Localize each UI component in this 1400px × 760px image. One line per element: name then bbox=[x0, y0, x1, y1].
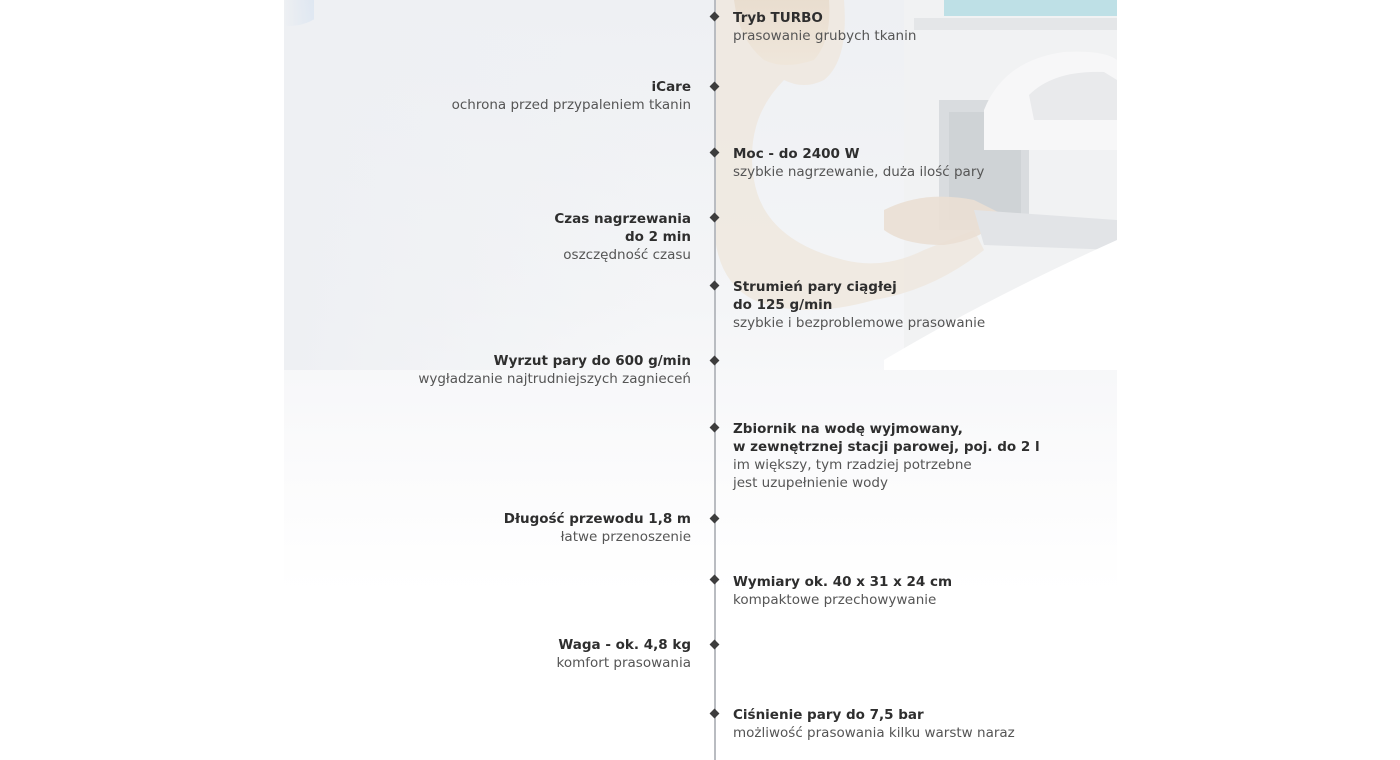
feature-description: im większy, tym rzadziej potrzebne jest uzupełnienie wody bbox=[733, 457, 972, 491]
feature-cord-length bbox=[504, 510, 691, 546]
feature-title: Strumień pary ciągłej do 125 g/min bbox=[733, 279, 897, 313]
feature-power bbox=[733, 145, 984, 181]
feature-title: Zbiornik na wodę wyjmowany, w zewnętrznej stacji parowej, poj. do 2 l bbox=[733, 421, 1040, 455]
feature-description: oszczędność czasu bbox=[563, 247, 691, 263]
timeline-marker bbox=[710, 423, 720, 433]
feature-continuous-steam bbox=[733, 278, 985, 332]
feature-description: komfort prasowania bbox=[556, 655, 691, 671]
feature-weight bbox=[557, 636, 691, 672]
feature-title: Moc - do 2400 W bbox=[733, 146, 860, 162]
timeline-marker bbox=[710, 575, 720, 585]
feature-steam-shot bbox=[418, 352, 691, 388]
feature-title: Tryb TURBO bbox=[733, 10, 823, 26]
woman-ironing-background-image bbox=[284, 0, 1117, 370]
feature-description: kompaktowe przechowywanie bbox=[733, 592, 937, 608]
feature-description: wygładzanie najtrudniejszych zagnieceń bbox=[418, 371, 691, 387]
feature-description: łatwe przenoszenie bbox=[560, 529, 691, 545]
timeline-marker bbox=[710, 709, 720, 719]
feature-steam-pressure bbox=[733, 706, 1015, 742]
feature-title: Wymiary ok. 40 x 31 x 24 cm bbox=[733, 574, 953, 590]
feature-title: Waga - ok. 4,8 kg bbox=[558, 637, 691, 653]
feature-dimensions bbox=[733, 573, 952, 609]
feature-heatup-time bbox=[554, 210, 691, 264]
feature-description: możliwość prasowania kilku warstw naraz bbox=[733, 725, 1015, 741]
feature-title: Czas nagrzewania do 2 min bbox=[554, 211, 691, 245]
timeline-marker bbox=[710, 640, 720, 650]
timeline-marker bbox=[710, 514, 720, 524]
feature-description: szybkie nagrzewanie, duża ilość pary bbox=[733, 164, 985, 180]
feature-description: szybkie i bezproblemowe prasowanie bbox=[733, 315, 986, 331]
feature-title: Wyrzut pary do 600 g/min bbox=[493, 353, 691, 369]
feature-water-tank bbox=[733, 420, 1040, 492]
product-feature-panel bbox=[284, 0, 1117, 760]
feature-title: Długość przewodu 1,8 m bbox=[503, 511, 691, 527]
feature-icare bbox=[452, 78, 691, 114]
feature-turbo-mode bbox=[733, 9, 916, 45]
feature-title: Ciśnienie pary do 7,5 bar bbox=[733, 707, 924, 723]
feature-title: iCare bbox=[651, 79, 691, 95]
feature-description: ochrona przed przypaleniem tkanin bbox=[451, 97, 691, 113]
feature-description: prasowanie grubych tkanin bbox=[733, 28, 917, 44]
